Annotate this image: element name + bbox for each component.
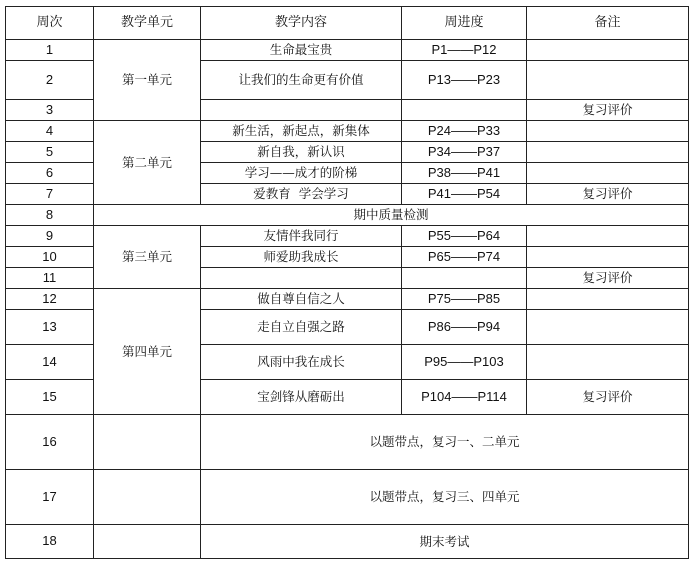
content-cell: 生命最宝贵 — [201, 40, 402, 61]
content-cell: 学习——成才的阶梯 — [201, 163, 402, 184]
note-cell — [527, 142, 689, 163]
final-exam-cell: 期末考试 — [201, 525, 689, 559]
progress-cell: P34——P37 — [402, 142, 527, 163]
week-cell: 7 — [6, 184, 94, 205]
content-cell: 爱教育 学会学习 — [201, 184, 402, 205]
progress-cell: P65——P74 — [402, 247, 527, 268]
content-cell: 新生活，新起点，新集体 — [201, 121, 402, 142]
progress-cell: P1——P12 — [402, 40, 527, 61]
content-cell: 走自立自强之路 — [201, 310, 402, 345]
progress-cell: P13——P23 — [402, 61, 527, 100]
note-cell: 复习评价 — [527, 268, 689, 289]
unit-cell-1: 第一单元 — [94, 40, 201, 121]
note-cell — [527, 163, 689, 184]
header-row — [6, 7, 689, 40]
table-row — [6, 470, 689, 525]
unit-cell-2: 第二单元 — [94, 121, 201, 205]
unit-cell — [94, 525, 201, 559]
table-row — [6, 226, 689, 247]
unit-cell-3: 第三单元 — [94, 226, 201, 289]
progress-cell: P104——P114 — [402, 380, 527, 415]
progress-cell — [402, 100, 527, 121]
header-week: 周次 — [6, 7, 94, 40]
header-content: 教学内容 — [201, 7, 402, 40]
week-cell: 2 — [6, 61, 94, 100]
week-cell: 13 — [6, 310, 94, 345]
week-cell: 18 — [6, 525, 94, 559]
header-progress: 周进度 — [402, 7, 527, 40]
content-cell: 友情伴我同行 — [201, 226, 402, 247]
week-cell: 3 — [6, 100, 94, 121]
week-cell: 17 — [6, 470, 94, 525]
content-cell — [201, 100, 402, 121]
note-cell — [527, 247, 689, 268]
progress-cell: P24——P33 — [402, 121, 527, 142]
note-cell — [527, 289, 689, 310]
unit-cell — [94, 415, 201, 470]
progress-cell — [402, 268, 527, 289]
progress-cell: P95——P103 — [402, 345, 527, 380]
note-cell — [527, 40, 689, 61]
content-cell: 新自我，新认识 — [201, 142, 402, 163]
week-cell: 1 — [6, 40, 94, 61]
table-row — [6, 289, 689, 310]
week-cell: 16 — [6, 415, 94, 470]
week-cell: 12 — [6, 289, 94, 310]
table-row — [6, 525, 689, 559]
note-cell: 复习评价 — [527, 380, 689, 415]
content-cell — [201, 268, 402, 289]
table-row — [6, 121, 689, 142]
content-cell: 宝剑锋从磨砺出 — [201, 380, 402, 415]
week-cell: 5 — [6, 142, 94, 163]
week-cell: 10 — [6, 247, 94, 268]
content-cell: 让我们的生命更有价值 — [201, 61, 402, 100]
midterm-exam-cell: 期中质量检测 — [94, 205, 689, 226]
content-cell: 风雨中我在成长 — [201, 345, 402, 380]
review-cell-units-1-2: 以题带点，复习一、二单元 — [201, 415, 689, 470]
progress-cell: P75——P85 — [402, 289, 527, 310]
note-cell — [527, 121, 689, 142]
table-row — [6, 205, 689, 226]
note-cell — [527, 310, 689, 345]
review-cell-units-3-4: 以题带点，复习三、四单元 — [201, 470, 689, 525]
note-cell: 复习评价 — [527, 100, 689, 121]
week-cell: 11 — [6, 268, 94, 289]
week-cell: 8 — [6, 205, 94, 226]
week-cell: 4 — [6, 121, 94, 142]
header-notes: 备注 — [527, 7, 689, 40]
progress-cell: P55——P64 — [402, 226, 527, 247]
progress-cell: P38——P41 — [402, 163, 527, 184]
week-cell: 15 — [6, 380, 94, 415]
unit-cell-4: 第四单元 — [94, 289, 201, 415]
note-cell — [527, 226, 689, 247]
table-row — [6, 40, 689, 61]
content-cell: 师爱助我成长 — [201, 247, 402, 268]
table-row — [6, 415, 689, 470]
note-cell — [527, 61, 689, 100]
week-cell: 9 — [6, 226, 94, 247]
unit-cell — [94, 470, 201, 525]
progress-cell: P41——P54 — [402, 184, 527, 205]
week-cell: 6 — [6, 163, 94, 184]
note-cell — [527, 345, 689, 380]
teaching-schedule-table — [5, 6, 689, 559]
progress-cell: P86——P94 — [402, 310, 527, 345]
week-cell: 14 — [6, 345, 94, 380]
note-cell: 复习评价 — [527, 184, 689, 205]
header-unit: 教学单元 — [94, 7, 201, 40]
content-cell: 做自尊自信之人 — [201, 289, 402, 310]
